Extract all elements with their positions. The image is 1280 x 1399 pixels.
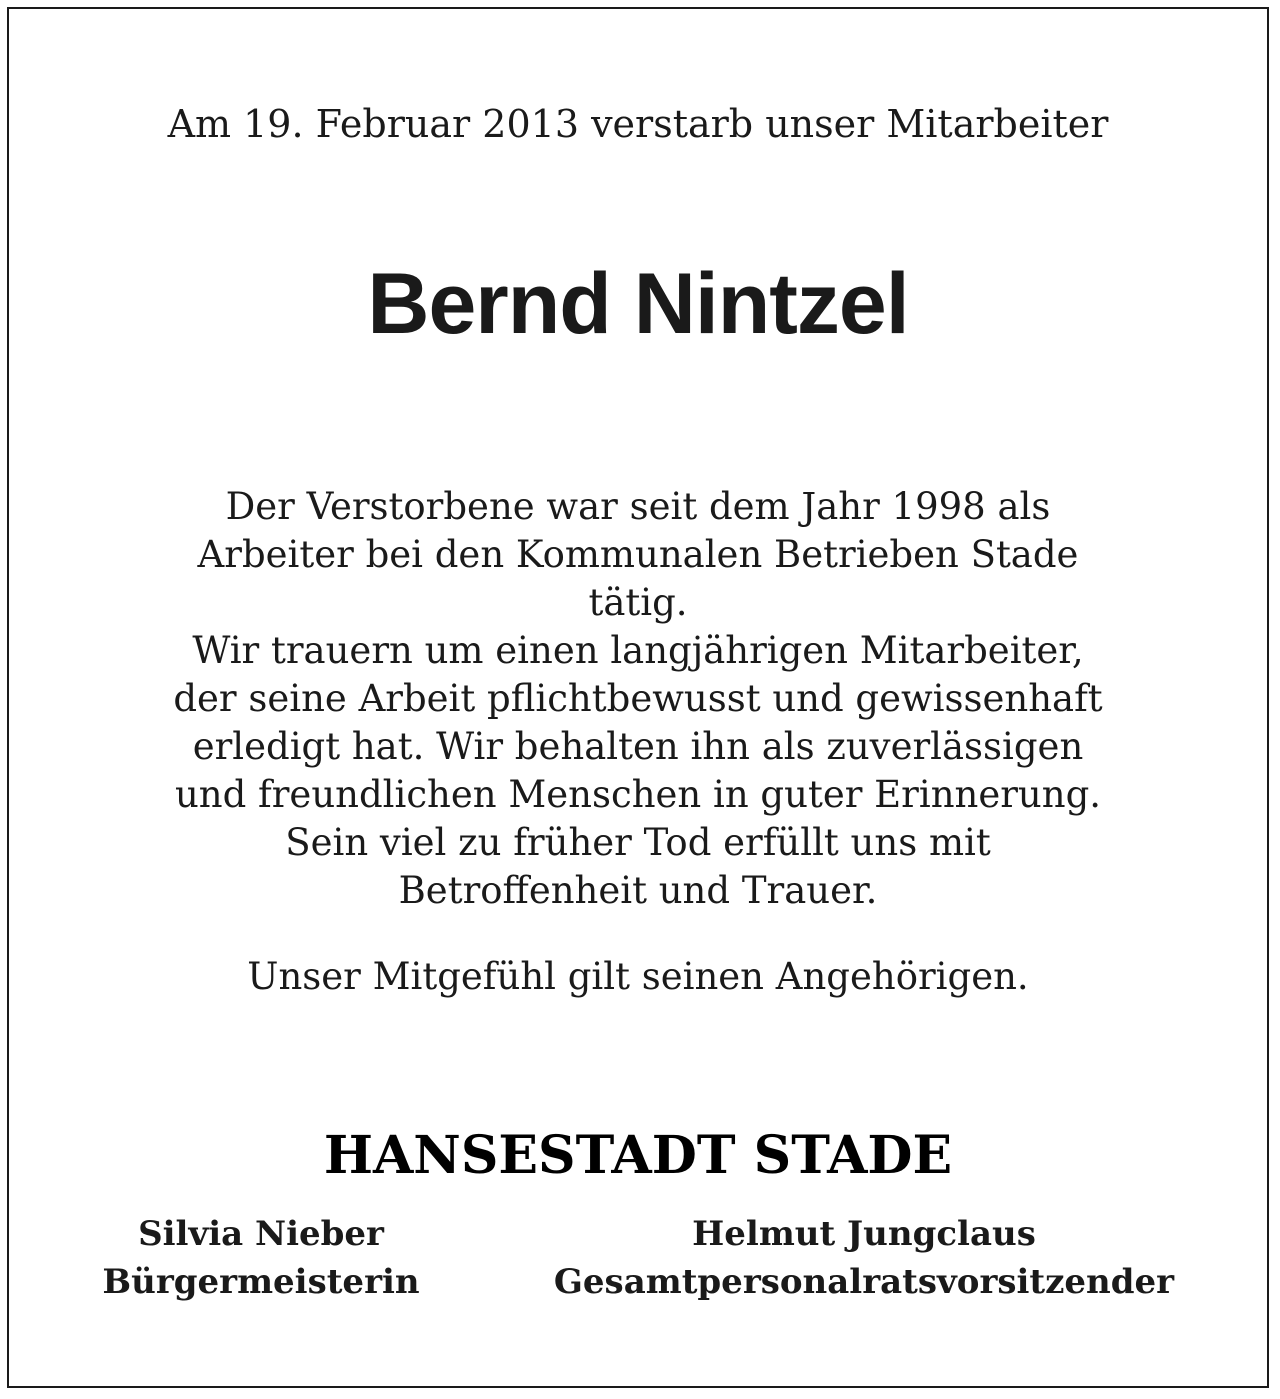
body-text	[9, 483, 1267, 915]
intro-line: Am 19. Februar 2013 verstarb unser Mitarbeiter	[167, 102, 1109, 146]
employment-paragraph: Der Verstorbene war seit dem Jahr 1998 als Arbeiter bei den Kommunalen Betrieben Stade tätig.	[197, 485, 1079, 624]
obituary-frame	[7, 7, 1269, 1388]
signatory-left	[81, 1210, 441, 1306]
deceased-name: Bernd Nintzel	[367, 256, 909, 352]
tribute-paragraph: Wir trauern um einen langjährigen Mitarbeiter, der seine Arbeit pflichtbewusst und gewissenhaft erledigt hat. Wir behalten ihn als zuverlässigen und freundlichen Menschen in guter Erinnerung. Sein viel zu früher Tod erfüllt uns mit Betroffenheit und Trauer.	[173, 629, 1103, 912]
signatory-role: Gesamtpersonalratsvorsitzender	[553, 1262, 1175, 1302]
signatory-name: Silvia Nieber	[138, 1214, 384, 1254]
signatory-right	[509, 1210, 1219, 1306]
condolence-line: Unser Mitgefühl gilt seinen Angehörigen.	[247, 955, 1029, 998]
signatory-role: Bürgermeisterin	[102, 1262, 420, 1302]
organization-name: HANSESTADT STADE	[323, 1125, 953, 1186]
signatory-name: Helmut Jungclaus	[692, 1214, 1036, 1254]
